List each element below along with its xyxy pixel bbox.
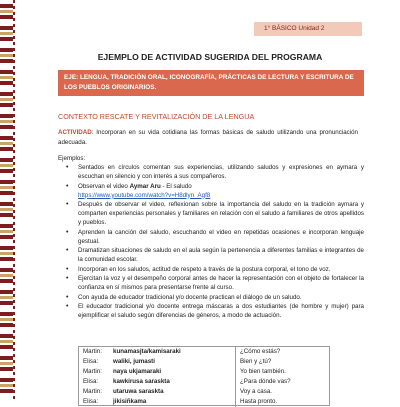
- eje-banner: EJE: LENGUA, TRADICIÓN ORAL, ICONOGRAFÍA, PRÁCTICAS DE LECTURA Y ESCRITURA DE LOS PUEBLOS ORIGINARIOS.: [58, 70, 364, 96]
- dialog-speaker: Martin:: [83, 388, 102, 395]
- dialog-spanish: Bien y ¿tú?: [235, 357, 329, 367]
- section-title: CONTEXTO RESCATE Y REVITALIZACIÓN DE LA LENGUA: [58, 112, 255, 121]
- dialog-row: [79, 347, 329, 357]
- dialog-speaker: Elisa:: [83, 358, 99, 365]
- dialog-spanish: Hasta pronto.: [235, 397, 329, 407]
- list-item: • Aprenden la canción del saludo, escuchando el video en repetidas ocasiones e incorporan lenguaje gestual.: [58, 228, 364, 246]
- dialog-speaker: Elisa:: [83, 378, 99, 385]
- list-item: • Incorporan en los saludos, actitud de respeto a través de la postura corporal, el tono de voz.: [58, 265, 364, 274]
- dialog-row: [79, 377, 329, 387]
- list-item: • Sentados en círculos comentan sus experiencias, utilizando saludos y expresiones en aymara y escuchan en silencio y con interés a sus compañeros.: [58, 163, 364, 181]
- page-title: EJEMPLO DE ACTIVIDAD SUGERIDA DEL PROGRAMA: [97, 52, 323, 62]
- dialog-spanish: Voy a casa.: [235, 387, 329, 397]
- dialog-aymara: jikisiñkama: [113, 398, 147, 405]
- activity-paragraph: [58, 128, 358, 147]
- list-item: • Con ayuda de educador tradicional y/o docente practican el diálogo de un saludo.: [58, 293, 364, 302]
- dialog-row: [79, 387, 329, 397]
- dialog-spanish: ¿Cómo estás?: [235, 347, 329, 357]
- dialog-aymara: utaruwa sarasktа: [113, 388, 164, 395]
- list-item: • Observan el video Aymar Aru - El saludo https://www.youtube.com/watch?v=H8dlyn_Agf8: [58, 182, 364, 200]
- dialog-row: [79, 367, 329, 377]
- dialog-spanish: Yo bien también.: [235, 367, 329, 377]
- dialog-aymara: naya ukjamaraki: [113, 368, 162, 375]
- list-item: • Dramatizan situaciones de saludo en el aula según la pertenencia a diferentes familias e integrantes de la comunidad escolar.: [58, 246, 364, 264]
- video-link[interactable]: https://www.youtube.com/watch?v=H8dlyn_Agf8: [78, 191, 211, 199]
- decorative-border: [0, 0, 15, 400]
- dialog-aymara: waliki, jumasti: [113, 358, 155, 365]
- dialog-row: [79, 357, 329, 367]
- dialog-row: [79, 397, 329, 407]
- activity-label: ACTIVIDAD: [58, 129, 92, 136]
- dialog-speaker: Elisa:: [83, 398, 99, 405]
- dialog-speaker: Martin:: [83, 368, 102, 375]
- dialog-speaker: Martin:: [83, 348, 102, 355]
- video-name: Aymar Aru: [129, 182, 161, 190]
- activity-text: : Incorporan en su vida cotidiana las formas básicas de saludo utilizando una pronunciación adecuada.: [58, 129, 358, 146]
- examples-label: Ejemplos:: [58, 155, 86, 162]
- dialog-spanish: ¿Para dónde vas?: [235, 377, 329, 387]
- list-item: • El educador tradicional y/o docente entrega máscaras a dos estudiantes (de hombre y mujer) para ejemplificar el saludo según diferencias de géneros, a modo de actuación.: [58, 302, 364, 320]
- dialog-aymara: kunamasjta/kamisaraki: [113, 348, 181, 355]
- grade-badge: 1° BÁSICO Unidad 2: [254, 22, 362, 36]
- examples-list: [58, 163, 364, 321]
- list-item: • Ejercitan la voz y el desempeño corporal antes de hacer la representación con el objeto de fortalecer la confianza en sí mismos para presentarse frente al curso.: [58, 274, 364, 292]
- list-item: • Después de observar el video, reflexionan sobre la importancia del saludo en la tradición aymara y comparten experiencias personales y familiares en relación con el saludo a familiares de otros apellidos y pueblos.: [58, 200, 364, 227]
- dialog-aymara: kawkirusa sarasktа: [113, 378, 170, 385]
- dialog-table: [78, 346, 330, 406]
